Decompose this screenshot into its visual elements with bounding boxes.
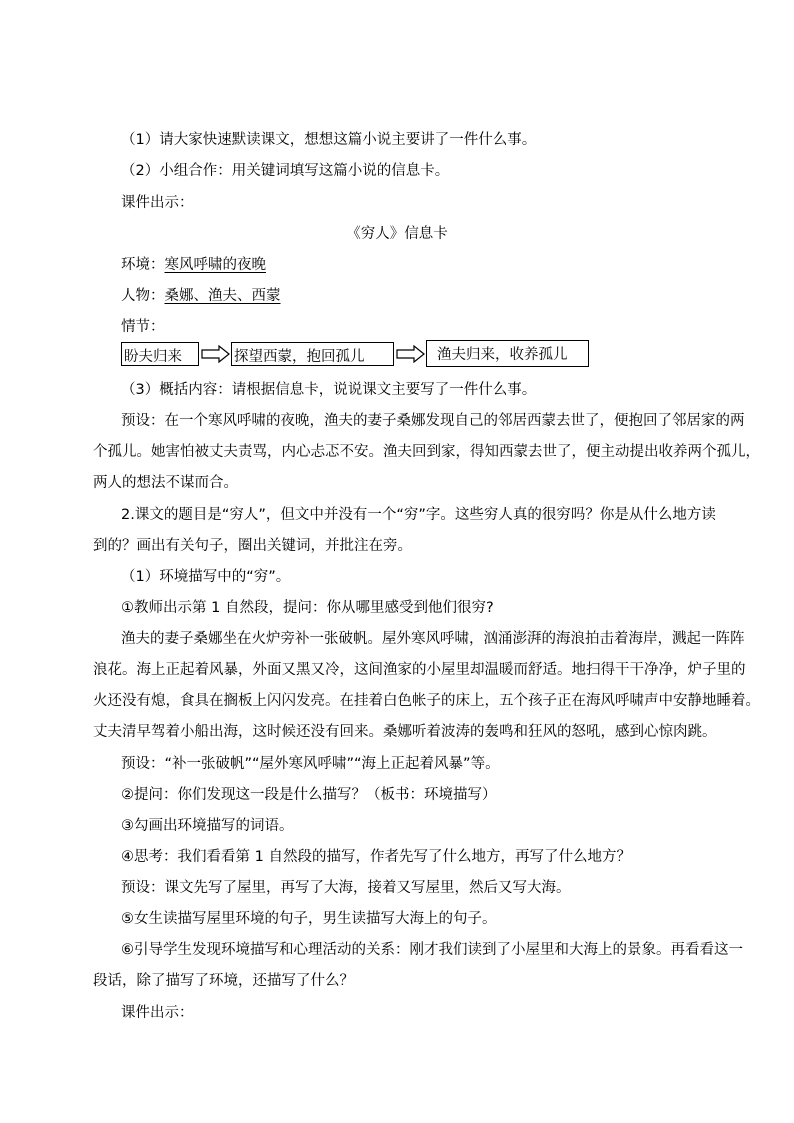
arrow-right-icon <box>396 345 425 363</box>
environment-value: 寒风呼啸的夜晚 <box>164 257 266 273</box>
section-2-line-1: 2.课文的题目是“穷人”，但文中并没有一个“穷”字。这些穷人真的很穷吗？你是从什么地方读 <box>121 507 716 523</box>
preset-answer-line-2: 个孤儿。她害怕被丈夫责骂，内心忐忑不安。渔夫回到家，得知西蒙去世了，便主动提出收养两个孤儿， <box>93 444 760 460</box>
section-2-line-2: 到的？画出有关句子，圈出关键词，并批注在旁。 <box>93 538 412 554</box>
teacher-step-3: ③勾画出环境描写的词语。 <box>121 818 294 834</box>
preset-order: 预设：课文先写了屋里，再写了大海，接着又写屋里，然后又写大海。 <box>121 880 571 896</box>
preset-answer-line-3: 两人的想法不谋而合。 <box>93 475 238 491</box>
plot-step-1: 盼夫归来 <box>121 342 199 366</box>
subsection-1-heading: （1）环境描写中的“穷”。 <box>121 569 291 585</box>
characters-row <box>121 286 281 306</box>
question-2: （2）小组合作：用关键词填写这篇小说的信息卡。 <box>121 163 450 179</box>
environment-row <box>121 255 266 275</box>
plot-step-3: 渔夫归来，收养孤儿 <box>426 340 589 367</box>
excerpt-line-1: 渔夫的妻子桑娜坐在火炉旁补一张破帆。屋外寒风呼啸，汹涌澎湃的海浪拍击着海岸，溅起一阵阵 <box>121 631 745 647</box>
excerpt-line-3: 火还没有熄，食具在搁板上闪闪发亮。在挂着白色帐子的床上，五个孩子正在海风呼啸声中安静地睡着。 <box>93 693 760 709</box>
teacher-step-1: ①教师出示第 1 自然段，提问：你从哪里感受到他们很穷? <box>121 600 494 616</box>
info-card-title: 《穷人》信息卡 <box>346 226 448 242</box>
question-1: （1）请大家快速默读课文，想想这篇小说主要讲了一件什么事。 <box>121 132 537 148</box>
plot-label: 情节： <box>121 319 165 335</box>
arrow-right-icon <box>201 345 230 363</box>
teacher-step-6-line-1: ⑥引导学生发现环境描写和心理活动的关系：刚才我们读到了小屋里和大海上的景象。再看看这一 <box>121 942 743 958</box>
teacher-step-5: ⑤女生读描写屋里环境的句子，男生读描写大海上的句子。 <box>121 911 497 927</box>
characters-value: 桑娜、渔夫、西蒙 <box>164 288 281 304</box>
courseware-label: 课件出示： <box>121 195 194 211</box>
preset-keywords: 预设：“补一张破帆”“屋外寒风呼啸”“海上正起着风暴”等。 <box>121 756 500 772</box>
excerpt-line-4: 丈夫清早驾着小船出海，这时候还没有回来。桑娜听着波涛的轰鸣和狂风的怒吼，感到心惊肉跳。 <box>93 724 717 740</box>
teacher-step-4: ④思考：我们看看第 1 自然段的描写，作者先写了什么地方，再写了什么地方？ <box>121 849 631 865</box>
excerpt-line-2: 浪花。海上正起着风暴，外面又黑又冷，这间渔家的小屋里却温暖而舒适。地扫得干干净净，炉子里的 <box>93 662 746 678</box>
environment-label: 环境： <box>121 257 165 273</box>
teacher-step-6-line-2: 段话，除了描写了环境，还描写了什么？ <box>93 973 354 989</box>
characters-label: 人物： <box>121 288 165 304</box>
plot-step-2: 探望西蒙，抱回孤儿 <box>231 342 394 366</box>
teacher-step-2: ②提问：你们发现这一段是什么描写？（板书：环境描写） <box>121 787 497 803</box>
question-3: （3）概括内容：请根据信息卡，说说课文主要写了一件什么事。 <box>121 382 537 398</box>
preset-answer-line-1: 预设：在一个寒风呼啸的夜晚，渔夫的妻子桑娜发现自己的邻居西蒙去世了，便抱回了邻居家的两 <box>121 413 745 429</box>
courseware-label-2: 课件出示： <box>121 1005 194 1021</box>
